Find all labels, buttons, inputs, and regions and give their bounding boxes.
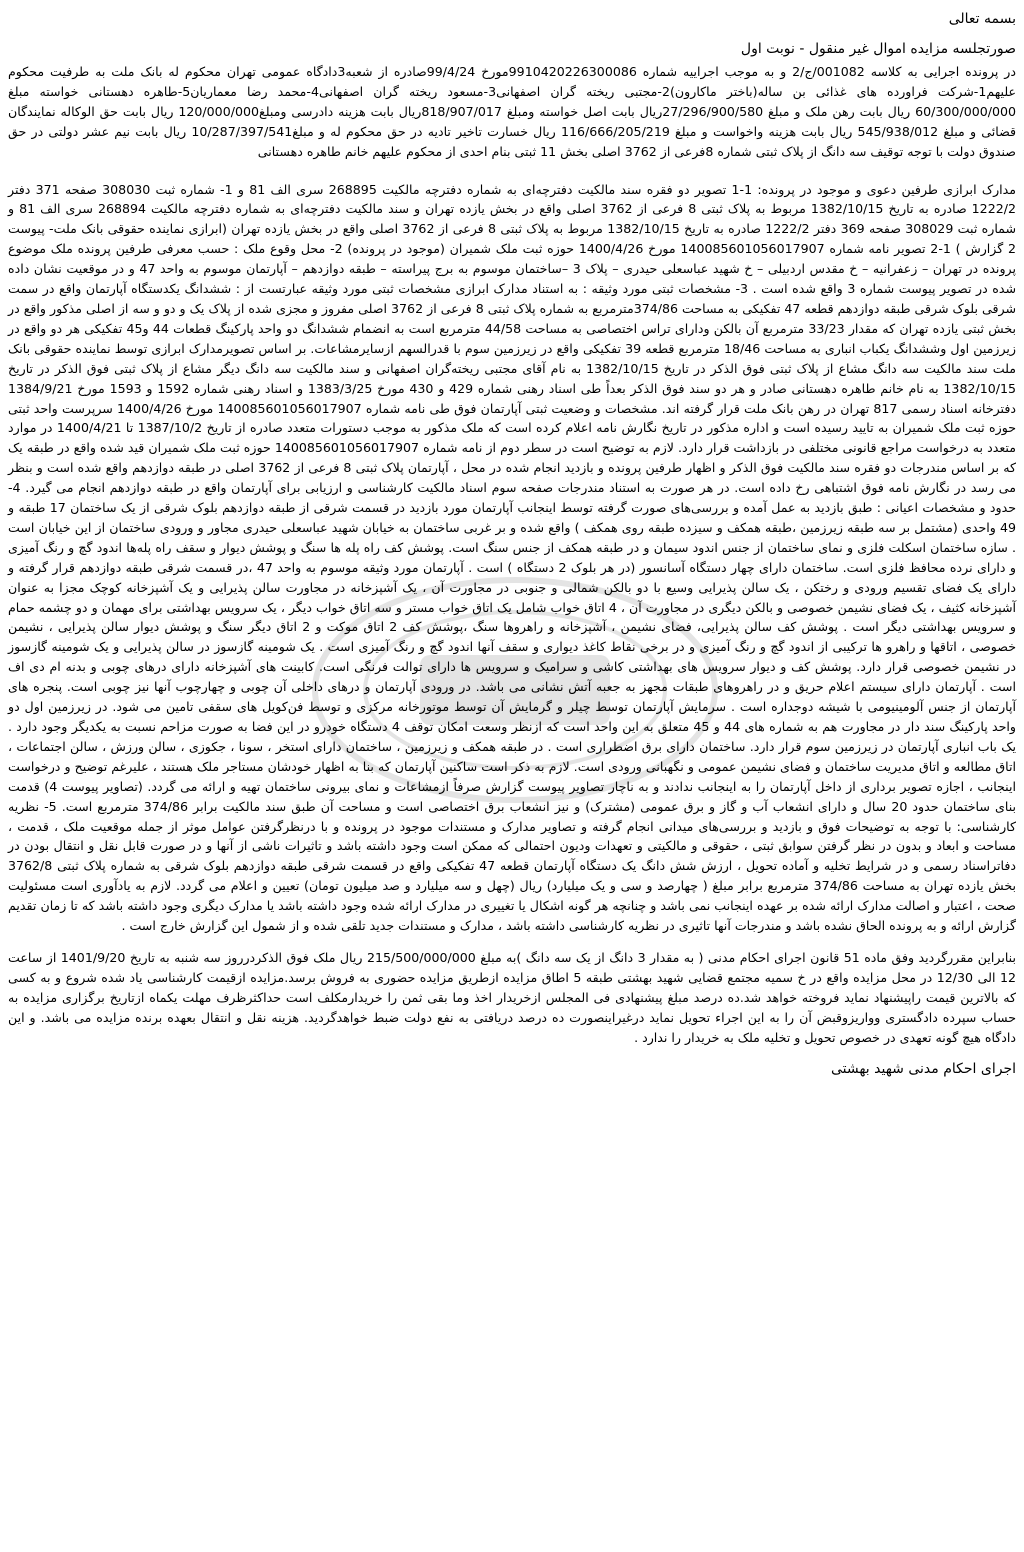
signature-line: اجرای احکام مدنی شهید بهشتی (830, 1060, 1016, 1077)
expert-report-paragraph: مدارک ابرازی طرفین دعوی و موجود در پرونده: 1-1 تصویر دو فقره سند مالکیت دفترچه‌ای به شماره دفترچه مالکیت 268895 سری الف 81 و 1- شماره ثبت 308030 صفحه 371 دفتر 1222/2 صادره به تاریخ 1382/10/15 مربوط به پلاک ثبتی 8 فرعی از 3762 اصلی واقع در بخش یازده تهران و سند مالکیت دفترچه‌ای به شماره دفترچه مالکیت 268894 سری الف 81 و شماره ثبت 308029 صفحه 369 دفتر 1222/2 صادره به تاریخ 1382/10/15 مربوط به پلاک ثبتی 8 فرعی از 3762 اصلی واقع در بخش یازده تهران (ابرازی نماینده حقوقی بانک ملت- پیوست 2 گزارش ) 1-2 تصویر نامه شماره 140085601056017907 مورخ 1400/4/26 حوزه ثبت ملک شمیران (موجود در پرونده) 2- محل وقوع ملک : حسب معرفی طرفین پرونده ملک موضوع پرونده در تهران – زعفرانیه – خ مقدس اردبیلی – خ شهید عباسعلی حیدری – پلاک 3 –ساختمان موسوم به برج پیراسته – طبقه دوازدهم – آپارتمان موسوم به واحد 47 و در موقعیت نشان داده شده در تصویر پیوست شماره 3 واقع شده است . 3- مشخصات ثبتی مورد وثیقه : به استناد مدارک ابرازی مشخصات ثبتی مورد وثیقه عبارتست از : ششدانگ یکدستگاه آپارتمان واقع در سمت شرقی بلوک شرقی طبقه دوازدهم قطعه 47 تفکیکی به مساحت 374/86مترمربع به شماره پلاک ثبتی 8 فرعی از 3762 اصلی مفروز و مجزی شده از پلاک یک و دو و سه از اصلی مذکور واقع در بخش ثبتی یازده تهران که مقدار 33/23 مترمربع آن بالکن ودارای تراس اختصاصی به مساحت 44/58 مترمربع است به انضمام ششدانگ دو واحد پارکینگ قطعات 44 و45 تفکیکی هر دو واقع در زیرزمین اول وششدانگ یکباب انباری به مساحت 18/46 مترمربع قطعه 39 تفکیکی واقع در زیرزمین سوم با قدرالسهم ازسایرمشاعات. بر اساس تصویرمدارک ابرازی توسط نماینده حقوقی بانک ملت سند مالکیت سه دانگ مشاع از پلاک ثبتی فوق الذکر در تاریخ 1382/10/15 به نام آقای مجتبی ریخته‌گران اصفهانی و سند مالکیت سه دانگ دیگر مشاع از پلاک ثبتی فوق الذکر در تاریخ 1382/10/15 به نام خانم طاهره دهستانی صادر و هر دو سند فوق الذکر بعداً طی اسناد رهنی شماره 429 و 430 مورخ 1383/3/25 و اسناد رهنی شماره 1592 و 1593 مورخ 1384/9/21 دفترخانه اسناد رسمی 817 تهران در رهن بانک ملت قرار گرفته اند. مشخصات و وضعیت ثبتی آپارتمان فوق طی نامه شماره 140085601056017907 مورخ 1400/4/26 سرپرست واحد ثبتی حوزه ثبت ملک شمیران به تایید رسیده است و اداره مذکور در تاریخ نگارش نامه اعلام کرده است که ملک مذکور به موجب دستورات متعدد صادره از تاریخ 1387/10/2 تا 1400/4/21 در موارد متعدد به درخواست مراجع قانونی مختلفی در بازداشت قرار دارد. لازم به توضیح است در سطر دوم از نامه شماره 140085601056017907 حوزه ثبت ملک شمیران قید شده واقع در طبقه یک که بر اساس مندرجات دو فقره سند مالکیت فوق الذکر و اظهار طرفین پرونده و بازدید انجام شده در محل ، آپارتمان پلاک ثبتی 8 فرعی از 3762 اصلی در طبقه دوازدهم واقع شده است و بنظر می رسد در نگارش نامه فوق اشتباهی رخ داده است. در هر صورت به استناد مندرجات صفحه سوم اسناد مالکیت کارشناسی و ارزیابی برای آپارتمان واقع در طبقه دوازدهم انجام می گیرد. 4- حدود و مشخصات اعیانی : طبق بازدید به عمل آمده و بررسی‌های صورت گرفته توسط اینجانب آپارتمان مورد بازدید در قسمت شرقی از طبقه دوازدهم بلوک شرقی از یک ساختمان 17 طبقه و 49 واحدی (مشتمل بر سه طبقه زیرزمین ،طبقه همکف و سیزده طبقه روی همکف ) واقع شده و بر غربی ساختمان به خیابان شهید عباسعلی حیدری مجاور و ورودی ساختمان از این خیابان است . سازه ساختمان اسکلت فلزی و نمای ساختمان از جنس اندود سیمان و در طبقه همکف از جنس سنگ است. پوشش کف راه پله ها سنگ و پوشش دیوار و سقف راه پله‌ها اندود گچ و رنگ آمیزی و دارای نرده محافظ فلزی است. ساختمان دارای چهار دستگاه آسانسور (در هر بلوک 2 دستگاه ) است . آپارتمان مورد وثیقه موسوم به واحد 47 ،در قسمت شرقی طبقه دوازدهم قرار گرفته و دارای یک فضای تقسیم ورودی و رختکن ، یک سالن پذیرایی وسیع با دو بالکن شمالی و جنوبی در مجاورت آن ، یک آشپزخانه در مجاورت سالن پذیرایی و یک آشپزخانه کوچک مجزا به عنوان آشپزخانه کثیف ، یک فضای نشیمن خصوصی و بالکن دیگری در مجاورت آن ، 4 اتاق خواب شامل یک اتاق خواب مستر و سه اتاق خواب دیگر ، یک سرویس بهداشتی برای مهمان و دو چشمه حمام و سرویس بهداشتی دیگر است . پوشش کف سالن پذیرایی، فضای نشیمن ، آشپزخانه و راهروها سنگ ،پوشش کف 2 اتاق موکت و 2 اتاق دیگر سنگ و پوشش دیوار سالن پذیرایی ، نشیمن خصوصی ، اتاقها و راهرو ها ترکیبی از اندود گچ و رنگ آمیزی و در برخی نقاط کاغذ دیواری و سقف آنها اندود گچ و رنگ آمیزی است . یک شومینه گازسوز در سالن پذیرایی و یک شومینه گازسوز در نشیمن خصوصی قرار دارد. پوشش کف و دیوار سرویس های بهداشتی کاشی و سرامیک و سرویس ها دارای توالت فرنگی است. کابینت های آشپزخانه دارای درهای چوبی و بدنه ام دی اف است . آپارتمان دارای سیستم اعلام حریق و در راهروهای طبقات مجهز به جعبه آتش نشانی می باشد. در ورودی آپارتمان و درهای داخلی آن چوبی و چهارچوب آنها نیز چوبی است. پنجره های آپارتمان از جنس آلومینیومی با شیشه دوجداره است . سرمایش آپارتمان توسط چیلر و گرمایش آن توسط موتورخانه مرکزی و توسط فن‌کویل های سقفی تامین می شود. در زیرزمین اول دو واحد پارکینگ سند دار در مجاورت هم به شماره های 44 و 45 متعلق به این واحد است که ازنظر وسعت امکان توقف 4 دستگاه خودرو در این فضا به صورت مزاحم نسبت به یکدیگر وجود دارد . یک باب انباری آپارتمان در زیرزمین سوم قرار دارد. ساختمان دارای برق اضطراری است . در طبقه همکف و زیرزمین ، ساختمان دارای استخر ، سونا ، جکوزی ، سالن ورزش ، سالن اجتماعات ، اتاق مطالعه و اتاق مدیریت ساختمان و فضای نشیمن عمومی و نگهبانی ورودی است. لازم به ذکر است ساکنین آپارتمان که بنا به اظهار خودشان مستاجر ملک هستند ، علیرغم توضیح و درخواست اینجانب ، اجازه تصویر برداری از داخل آپارتمان را به اینجانب ندادند و به ناچار تصاویر پیوست گزارش صرفاً ازمشاعات و نمای بیرونی ساختمان تهیه و ارائه می گردد. (تصاویر پیوست 4) قدمت بنای ساختمان حدود 20 سال و دارای انشعاب آب و گاز و برق عمومی (مشترک) و نیز انشعاب برق اختصاصی است و مساحت آن طبق سند مالکیت برابر 374/86 مترمربع است. 5- نظریه کارشناسی: با توجه به توضیحات فوق و بازدید و بررسی‌های میدانی انجام گرفته و تصاویر مدارک و مستندات موجود در پرونده و با درنظرگرفتن عوامل موثر از جمله موقعیت ملک ، قدمت ، مساحت و ابعاد و بدون در نظر گرفتن سوابق ثبتی ، حقوقی و مالکیتی و تعهدات ودیون احتمالی که ممکن است وجود داشته باشد و تاثیرات ناشی از آنها و در صورت قابل نقل و انتقال بودن در دفاتراسناد رسمی و در شرایط تخلیه و آماده تحویل ، ارزش شش دانگ یک دستگاه آپارتمان قطعه 47 تفکیکی واقع در قسمت شرقی طبقه دوازدهم بلوک شرقی به شماره پلاک ثبتی 3762/8 بخش یازده تهران به مساحت 374/86 مترمربع برابر مبلغ ( چهارصد و سی و یک میلیارد) ریال (چهل و سه میلیارد و صد میلیون تومان) تعیین و اعلام می گردد. لازم به یادآوری است مسئولیت صحت ، اعتبار و اصالت مدارک ارائه شده بر عهده اینجانب نمی باشد و چنانچه هر گونه اشکال یا تغییری در مدارک ارائه شده وجود داشته باشد یا مدارک دیگری وجود داشته باشد که تا زمان تقدیم گزارش ارائه و به پرونده الحاق نشده باشد و مندرجات آنها تاثیری در نظریه کارشناسی داشته باشد ، مدارک و مستندات جدید تلقی شده و از شمول این گزارش خارج است . (8, 181, 1017, 934)
auction-terms-paragraph: بنابراین مقررگردید وفق ماده 51 قانون اجرای احکام مدنی ( به مقدار 3 دانگ از یک سه دانگ )به مبلغ 215/500/000/000 ریال ملک فوق الذکردرروز سه شنبه به تاریخ 1401/9/20 از ساعت 12 الی 12/30 در محل مزایده واقع در خ سمیه مجتمع قضایی شهید بهشتی طبقه 5 اطاق مزایده ازطریق مزایده حضوری به فروش برسد.مزایده ازقیمت کارشناسی یاد شده شروع و به کسی که بالاترین قیمت راپیشنهاد نماید فروخته خواهد شد.ده درصد مبلغ پیشنهادی فی المجلس ازخریدار اخذ وما بقی ثمن را خریدارمکلف است حداکثرظرف مهلت یکماه ازتاریخ برگزاری مزایده به حساب سپرده دادگستری وواریزوقبض آن را به این اجراء تحویل نماید درغیراینصورت ده درصد دریافتی به نفع دولت ضبط خواهدگردید. هزینه نقل و انتقال بعهده برنده مزایده می باشد. و این دادگاه هیچ گونه تعهدی در خصوص تحویل و تخلیه ملک به خریدار را ندارد . (8, 949, 1016, 1045)
notice-title: صورتجلسه مزایده اموال غیر منقول - نوبت اول (740, 41, 1016, 57)
case-paragraph: در پرونده اجرایی به کلاسه 001082/ج/2 و به موجب اجراییه شماره 9910420226300086مورخ 99/4/24صادره از شعبه3دادگاه عمومی تهران محکوم له بانک ملت به طرفیت محکوم علیهم1-شرکت فراورده های غذائی بن ساله(باختر ماکارون)2-مجتبی ریخته گران اصفهانی3-مسعود ریخته گران اصفهانی4-محمد رضا معماریان5-طاهره دهستانی خواسته مبلغ 60/300/000/000 ریال بابت رهن ملک و مبلغ 27/296/900/580ریال بابت اصل خواسته ومبلغ 818/907/017ریال بابت هزینه دادرسی ومبلغ120/000/000 ریال بابت حق الوکاله نمایندگان قضائی و مبلغ 545/938/012 ریال بابت هزینه واخواست و مبلغ 116/666/205/219 ریال خسارت تاخیر تادیه در حق محکوم له و مبلغ10/287/397/541 ریال بابت نیم عشر دولتی در حق صندوق دولت با توجه توقیف سه دانگ از پلاک ثبتی شماره 8فرعی از 3762 اصلی بخش 11 ثبتی بنام احدی از محکوم علیهم خانم طاهره دهستانی (8, 64, 1017, 159)
basmala-heading: بسمه تعالی (948, 11, 1016, 27)
